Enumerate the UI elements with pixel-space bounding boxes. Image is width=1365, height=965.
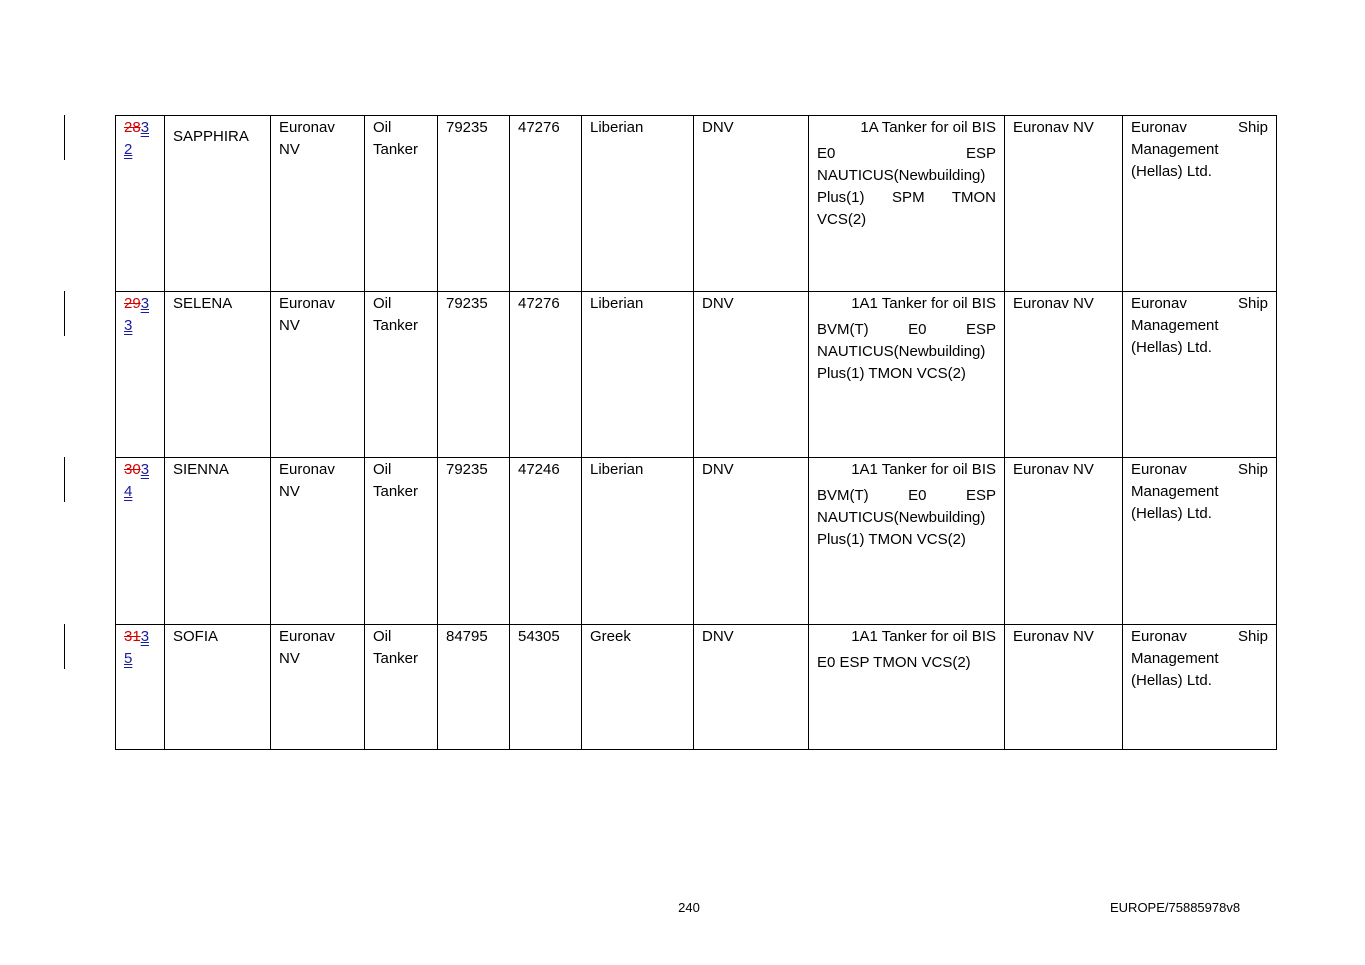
society-cell: DNV	[694, 625, 809, 750]
table-row	[116, 292, 1277, 458]
flag-cell: Liberian	[582, 116, 694, 292]
deleted-number: 29	[124, 295, 141, 312]
deleted-number: 28	[124, 119, 141, 136]
class-notation-cell	[809, 625, 1005, 750]
society-cell: DNV	[694, 292, 809, 458]
owner-cell: Euronav NV	[271, 625, 365, 750]
inserted-number: 3	[124, 317, 133, 334]
dwt-cell: 84795	[438, 625, 510, 750]
owner-cell: Euronav NV	[271, 458, 365, 625]
class-notation-first: 1A1 Tanker for oil BIS	[851, 295, 996, 312]
operator-cell: Euronav NV	[1005, 625, 1123, 750]
change-bar	[64, 291, 65, 336]
table-row	[116, 625, 1277, 750]
inserted-number: 5	[124, 650, 133, 667]
inserted-number: 3	[140, 119, 150, 136]
class-notation-cell	[809, 458, 1005, 625]
vessel-type-cell: Oil Tanker	[365, 116, 438, 292]
row-number-cell	[116, 116, 165, 292]
class-notation-rest: E0 ESP NAUTICUS(Newbuilding) Plus(1) SPM TMON VCS(2)	[817, 145, 996, 228]
class-notation-first: 1A1 Tanker for oil BIS	[851, 461, 996, 478]
change-bar	[64, 624, 65, 669]
society-cell: DNV	[694, 458, 809, 625]
inserted-number: 2	[124, 141, 133, 158]
row-number-cell	[116, 625, 165, 750]
vessel-name: SOFIA	[165, 625, 271, 750]
class-notation-first: 1A1 Tanker for oil BIS	[851, 628, 996, 645]
gt-cell: 54305	[510, 625, 582, 750]
dwt-cell: 79235	[438, 292, 510, 458]
row-number-cell	[116, 292, 165, 458]
change-bar	[64, 457, 65, 502]
vessel-name: SELENA	[165, 292, 271, 458]
dwt-cell: 79235	[438, 116, 510, 292]
class-notation-rest: BVM(T) E0 ESP NAUTICUS(Newbuilding) Plus(1) TMON VCS(2)	[817, 321, 996, 382]
table-row	[116, 458, 1277, 625]
class-notation-rest: BVM(T) E0 ESP NAUTICUS(Newbuilding) Plus(1) TMON VCS(2)	[817, 487, 996, 548]
flag-cell: Greek	[582, 625, 694, 750]
class-notation-cell	[809, 292, 1005, 458]
vessel-table	[115, 115, 1277, 750]
flag-cell: Liberian	[582, 292, 694, 458]
manager-cell: Euronav Ship Management (Hellas) Ltd.	[1123, 116, 1277, 292]
manager-cell: Euronav Ship Management (Hellas) Ltd.	[1123, 458, 1277, 625]
dwt-cell: 79235	[438, 458, 510, 625]
society-cell: DNV	[694, 116, 809, 292]
vessel-type-cell: Oil Tanker	[365, 625, 438, 750]
class-notation-first: 1A Tanker for oil BIS	[860, 119, 996, 136]
manager-cell: Euronav Ship Management (Hellas) Ltd.	[1123, 292, 1277, 458]
class-notation-cell	[809, 116, 1005, 292]
owner-cell: Euronav NV	[271, 292, 365, 458]
gt-cell: 47246	[510, 458, 582, 625]
operator-cell: Euronav NV	[1005, 292, 1123, 458]
manager-cell: Euronav Ship Management (Hellas) Ltd.	[1123, 625, 1277, 750]
page-number: 240	[678, 900, 700, 915]
inserted-number: 4	[124, 483, 133, 500]
vessel-name: SIENNA	[165, 458, 271, 625]
class-notation-rest: E0 ESP TMON VCS(2)	[817, 654, 971, 671]
deleted-number: 30	[124, 461, 141, 478]
document-reference: EUROPE/75885978v8	[1110, 900, 1241, 915]
gt-cell: 47276	[510, 116, 582, 292]
inserted-number: 3	[140, 628, 150, 645]
change-bar	[64, 115, 65, 160]
vessel-name: SAPPHIRA	[165, 116, 271, 292]
vessel-type-cell: Oil Tanker	[365, 292, 438, 458]
operator-cell: Euronav NV	[1005, 116, 1123, 292]
inserted-number: 3	[140, 295, 150, 312]
inserted-number: 3	[140, 461, 150, 478]
operator-cell: Euronav NV	[1005, 458, 1123, 625]
table-row	[116, 116, 1277, 292]
vessel-type-cell: Oil Tanker	[365, 458, 438, 625]
flag-cell: Liberian	[582, 458, 694, 625]
deleted-number: 31	[124, 628, 141, 645]
owner-cell: Euronav NV	[271, 116, 365, 292]
row-number-cell	[116, 458, 165, 625]
gt-cell: 47276	[510, 292, 582, 458]
